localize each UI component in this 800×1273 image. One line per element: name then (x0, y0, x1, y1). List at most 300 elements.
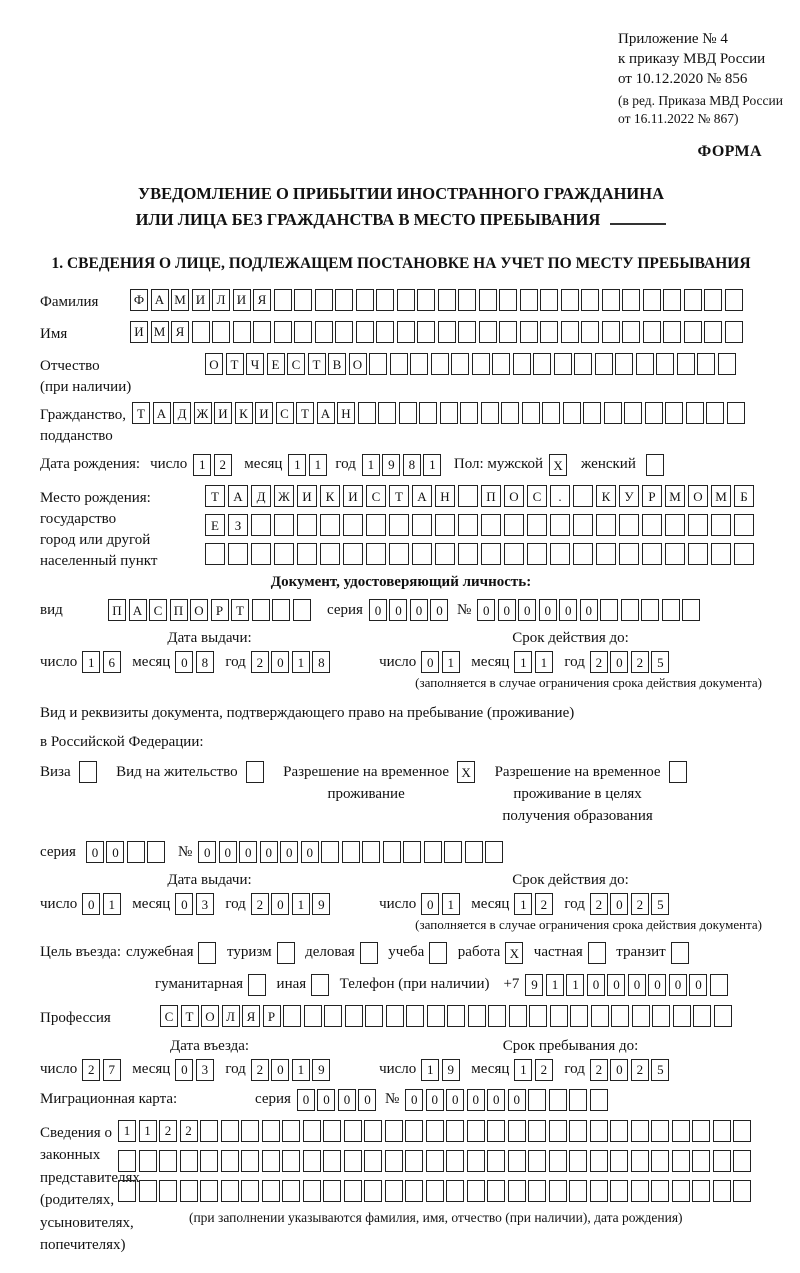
education-checkbox[interactable] (669, 761, 687, 783)
form-cell[interactable] (581, 321, 599, 343)
form-cell[interactable] (733, 1120, 751, 1142)
purpose-study-checkbox[interactable] (429, 942, 447, 964)
form-cell[interactable]: 0 (559, 599, 577, 621)
form-cell[interactable] (590, 1120, 608, 1142)
form-cell[interactable] (253, 321, 271, 343)
migration-number-cells[interactable] (405, 1089, 610, 1111)
form-cell[interactable] (549, 1180, 567, 1202)
iddoc-kind-cells[interactable] (108, 599, 313, 621)
form-cell[interactable] (472, 353, 490, 375)
form-cell[interactable] (713, 1120, 731, 1142)
form-cell[interactable]: 5 (651, 651, 669, 673)
purpose-transit-checkbox[interactable] (671, 942, 689, 964)
form-cell[interactable] (283, 1005, 301, 1027)
form-cell[interactable]: 0 (430, 599, 448, 621)
form-cell[interactable]: Ж (194, 402, 212, 424)
form-cell[interactable]: 2 (535, 893, 553, 915)
form-cell[interactable] (343, 543, 363, 565)
form-cell[interactable] (487, 1120, 505, 1142)
form-cell[interactable] (358, 402, 376, 424)
form-cell[interactable]: 0 (628, 974, 646, 996)
form-cell[interactable] (139, 1150, 157, 1172)
form-cell[interactable] (385, 1120, 403, 1142)
permit-expiry-month[interactable] (514, 893, 555, 915)
form-cell[interactable] (399, 402, 417, 424)
birthplace-cells-row2[interactable] (205, 514, 757, 536)
form-cell[interactable] (444, 841, 462, 863)
form-cell[interactable]: 2 (631, 1059, 649, 1081)
form-cell[interactable] (513, 353, 531, 375)
form-cell[interactable]: 2 (159, 1120, 177, 1142)
form-cell[interactable] (508, 1150, 526, 1172)
form-cell[interactable] (451, 353, 469, 375)
iddoc-expiry-day[interactable] (421, 651, 462, 673)
form-cell[interactable] (733, 1150, 751, 1172)
form-cell[interactable] (487, 1150, 505, 1172)
form-cell[interactable] (446, 1180, 464, 1202)
form-cell[interactable] (642, 514, 662, 536)
form-cell[interactable] (335, 321, 353, 343)
form-cell[interactable]: 0 (219, 841, 237, 863)
form-cell[interactable] (405, 1180, 423, 1202)
form-cell[interactable]: Д (173, 402, 191, 424)
form-cell[interactable] (710, 974, 728, 996)
form-cell[interactable] (677, 353, 695, 375)
form-cell[interactable]: 3 (196, 1059, 214, 1081)
temporary-checkbox[interactable]: X (457, 761, 475, 783)
form-cell[interactable] (233, 321, 251, 343)
form-cell[interactable] (499, 321, 517, 343)
form-cell[interactable] (645, 402, 663, 424)
form-cell[interactable]: 2 (590, 651, 608, 673)
form-cell[interactable] (426, 1120, 444, 1142)
form-cell[interactable] (682, 599, 700, 621)
form-cell[interactable] (467, 1180, 485, 1202)
form-cell[interactable]: Е (205, 514, 225, 536)
sex-female-checkbox[interactable] (646, 454, 664, 476)
form-cell[interactable] (315, 289, 333, 311)
form-cell[interactable]: 0 (405, 1089, 423, 1111)
form-cell[interactable]: 0 (280, 841, 298, 863)
form-cell[interactable] (221, 1120, 239, 1142)
form-cell[interactable] (435, 543, 455, 565)
form-cell[interactable] (492, 353, 510, 375)
form-cell[interactable]: 0 (198, 841, 216, 863)
form-cell[interactable] (446, 1120, 464, 1142)
form-cell[interactable]: О (688, 485, 708, 507)
form-cell[interactable]: 2 (251, 651, 269, 673)
form-cell[interactable] (643, 321, 661, 343)
form-cell[interactable]: 6 (103, 651, 121, 673)
form-cell[interactable]: М (665, 485, 685, 507)
form-cell[interactable]: 1 (292, 651, 310, 673)
sex-male-checkbox[interactable]: X (549, 454, 567, 476)
form-cell[interactable] (192, 321, 210, 343)
form-cell[interactable]: 0 (610, 1059, 628, 1081)
purpose-other-checkbox[interactable] (311, 974, 329, 996)
form-cell[interactable] (508, 1180, 526, 1202)
iddoc-issue-year[interactable] (251, 651, 333, 673)
form-cell[interactable] (569, 1150, 587, 1172)
form-cell[interactable]: 1 (546, 974, 564, 996)
form-cell[interactable] (200, 1180, 218, 1202)
form-cell[interactable] (581, 289, 599, 311)
form-cell[interactable]: 0 (260, 841, 278, 863)
form-cell[interactable] (419, 402, 437, 424)
form-cell[interactable]: О (349, 353, 367, 375)
form-cell[interactable] (550, 543, 570, 565)
purpose-tourism-checkbox[interactable] (277, 942, 295, 964)
form-cell[interactable]: С (527, 485, 547, 507)
form-cell[interactable]: 8 (312, 651, 330, 673)
form-cell[interactable]: О (205, 353, 223, 375)
form-cell[interactable] (643, 289, 661, 311)
form-cell[interactable]: У (619, 485, 639, 507)
form-cell[interactable] (610, 1180, 628, 1202)
form-cell[interactable] (479, 321, 497, 343)
form-cell[interactable] (704, 321, 722, 343)
form-cell[interactable]: К (235, 402, 253, 424)
form-cell[interactable] (636, 353, 654, 375)
surname-cells[interactable] (130, 289, 745, 311)
permit-expiry-day[interactable] (421, 893, 462, 915)
form-cell[interactable] (221, 1180, 239, 1202)
form-cell[interactable] (590, 1089, 608, 1111)
form-cell[interactable] (241, 1120, 259, 1142)
form-cell[interactable]: 2 (631, 893, 649, 915)
form-cell[interactable]: 0 (648, 974, 666, 996)
form-cell[interactable] (303, 1120, 321, 1142)
form-cell[interactable]: 1 (139, 1120, 157, 1142)
migration-series-cells[interactable] (297, 1089, 379, 1111)
form-cell[interactable]: П (170, 599, 188, 621)
form-cell[interactable] (262, 1180, 280, 1202)
form-cell[interactable]: А (317, 402, 335, 424)
form-cell[interactable] (431, 353, 449, 375)
permit-issue-day[interactable] (82, 893, 123, 915)
form-cell[interactable] (272, 599, 290, 621)
form-cell[interactable] (665, 543, 685, 565)
form-cell[interactable] (118, 1150, 136, 1172)
form-cell[interactable] (303, 1150, 321, 1172)
form-cell[interactable] (365, 1005, 383, 1027)
form-cell[interactable]: К (596, 485, 616, 507)
form-cell[interactable]: 0 (410, 599, 428, 621)
form-cell[interactable] (573, 543, 593, 565)
form-cell[interactable] (251, 514, 271, 536)
form-cell[interactable]: П (481, 485, 501, 507)
form-cell[interactable]: 2 (251, 1059, 269, 1081)
form-cell[interactable] (293, 599, 311, 621)
form-cell[interactable]: Л (222, 1005, 240, 1027)
form-cell[interactable] (458, 543, 478, 565)
form-cell[interactable]: Н (337, 402, 355, 424)
form-cell[interactable]: 1 (423, 454, 441, 476)
form-cell[interactable]: 0 (317, 1089, 335, 1111)
form-cell[interactable] (504, 543, 524, 565)
form-cell[interactable] (611, 1005, 629, 1027)
form-cell[interactable]: 0 (82, 893, 100, 915)
form-cell[interactable] (615, 353, 633, 375)
form-cell[interactable] (704, 289, 722, 311)
form-cell[interactable] (610, 1120, 628, 1142)
purpose-private-checkbox[interactable] (588, 942, 606, 964)
birth-month-cells[interactable] (288, 454, 329, 476)
form-cell[interactable]: 9 (442, 1059, 460, 1081)
form-cell[interactable] (542, 402, 560, 424)
form-cell[interactable] (487, 1180, 505, 1202)
form-cell[interactable] (583, 402, 601, 424)
form-cell[interactable]: 0 (389, 599, 407, 621)
form-cell[interactable] (733, 1180, 751, 1202)
form-cell[interactable] (458, 485, 478, 507)
form-cell[interactable] (405, 1120, 423, 1142)
form-cell[interactable]: 0 (477, 599, 495, 621)
form-cell[interactable] (663, 321, 681, 343)
form-cell[interactable] (529, 1005, 547, 1027)
form-cell[interactable] (706, 402, 724, 424)
form-cell[interactable] (713, 1150, 731, 1172)
form-cell[interactable]: 0 (610, 893, 628, 915)
form-cell[interactable]: И (214, 402, 232, 424)
form-cell[interactable]: 0 (508, 1089, 526, 1111)
form-cell[interactable]: 0 (421, 893, 439, 915)
form-cell[interactable] (403, 841, 421, 863)
form-cell[interactable]: 1 (514, 1059, 532, 1081)
form-cell[interactable] (362, 841, 380, 863)
form-cell[interactable] (241, 1150, 259, 1172)
form-cell[interactable]: И (130, 321, 148, 343)
form-cell[interactable] (385, 1180, 403, 1202)
form-cell[interactable] (734, 514, 754, 536)
form-cell[interactable] (563, 402, 581, 424)
form-cell[interactable]: 9 (312, 893, 330, 915)
form-cell[interactable] (262, 1150, 280, 1172)
permit-series-cells[interactable] (86, 841, 168, 863)
form-cell[interactable] (335, 289, 353, 311)
form-cell[interactable] (426, 1150, 444, 1172)
form-cell[interactable] (344, 1120, 362, 1142)
phone-cells[interactable] (525, 974, 730, 996)
form-cell[interactable]: 1 (288, 454, 306, 476)
form-cell[interactable] (573, 485, 593, 507)
form-cell[interactable]: И (343, 485, 363, 507)
form-cell[interactable]: 2 (590, 1059, 608, 1081)
form-cell[interactable]: Т (205, 485, 225, 507)
form-cell[interactable] (622, 289, 640, 311)
birthplace-cells-row3[interactable] (205, 543, 757, 565)
form-cell[interactable]: 0 (358, 1089, 376, 1111)
birthplace-cells-row1[interactable] (205, 485, 757, 507)
form-cell[interactable]: Н (435, 485, 455, 507)
form-cell[interactable] (251, 543, 271, 565)
form-cell[interactable] (520, 321, 538, 343)
stay-day[interactable] (421, 1059, 462, 1081)
form-cell[interactable]: 0 (175, 651, 193, 673)
form-cell[interactable] (460, 402, 478, 424)
form-cell[interactable] (262, 1120, 280, 1142)
form-cell[interactable] (467, 1120, 485, 1142)
form-cell[interactable]: 8 (403, 454, 421, 476)
form-cell[interactable] (619, 543, 639, 565)
form-cell[interactable] (711, 543, 731, 565)
form-cell[interactable]: Т (231, 599, 249, 621)
form-cell[interactable] (713, 1180, 731, 1202)
form-cell[interactable] (241, 1180, 259, 1202)
form-cell[interactable]: 0 (271, 1059, 289, 1081)
form-cell[interactable] (554, 353, 572, 375)
form-cell[interactable]: 1 (514, 893, 532, 915)
citizenship-cells[interactable] (132, 402, 747, 424)
patronymic-cells[interactable] (205, 353, 738, 375)
form-cell[interactable]: 5 (651, 893, 669, 915)
form-cell[interactable] (569, 1180, 587, 1202)
form-cell[interactable] (458, 514, 478, 536)
permit-issue-year[interactable] (251, 893, 333, 915)
form-cell[interactable]: Т (296, 402, 314, 424)
form-cell[interactable] (139, 1180, 157, 1202)
form-cell[interactable] (692, 1180, 710, 1202)
form-cell[interactable] (651, 1120, 669, 1142)
form-cell[interactable]: 9 (525, 974, 543, 996)
form-cell[interactable] (574, 353, 592, 375)
form-cell[interactable]: 1 (535, 651, 553, 673)
form-cell[interactable] (570, 1005, 588, 1027)
form-cell[interactable] (438, 289, 456, 311)
form-cell[interactable] (528, 1120, 546, 1142)
form-cell[interactable] (481, 543, 501, 565)
form-cell[interactable] (550, 1005, 568, 1027)
form-cell[interactable]: И (297, 485, 317, 507)
form-cell[interactable] (624, 402, 642, 424)
form-cell[interactable]: 0 (580, 599, 598, 621)
form-cell[interactable] (344, 1150, 362, 1172)
form-cell[interactable]: Д (251, 485, 271, 507)
form-cell[interactable] (383, 841, 401, 863)
form-cell[interactable] (390, 353, 408, 375)
form-cell[interactable] (573, 514, 593, 536)
form-cell[interactable]: А (129, 599, 147, 621)
form-cell[interactable] (533, 353, 551, 375)
form-cell[interactable] (159, 1180, 177, 1202)
form-cell[interactable] (467, 1150, 485, 1172)
form-cell[interactable] (297, 543, 317, 565)
form-cell[interactable]: 1 (292, 893, 310, 915)
form-cell[interactable] (228, 543, 248, 565)
form-cell[interactable]: С (366, 485, 386, 507)
form-cell[interactable]: 1 (442, 893, 460, 915)
form-cell[interactable] (528, 1180, 546, 1202)
form-cell[interactable]: О (190, 599, 208, 621)
form-cell[interactable] (540, 289, 558, 311)
permit-expiry-year[interactable] (590, 893, 672, 915)
form-cell[interactable]: 7 (103, 1059, 121, 1081)
form-cell[interactable] (412, 543, 432, 565)
form-cell[interactable] (631, 1120, 649, 1142)
form-cell[interactable] (561, 289, 579, 311)
guardians-cells-row2[interactable] (118, 1150, 754, 1172)
iddoc-number-cells[interactable] (477, 599, 703, 621)
form-cell[interactable] (481, 514, 501, 536)
form-cell[interactable]: И (192, 289, 210, 311)
form-cell[interactable] (528, 1150, 546, 1172)
form-cell[interactable]: Я (171, 321, 189, 343)
form-cell[interactable] (397, 321, 415, 343)
form-cell[interactable] (520, 289, 538, 311)
form-cell[interactable]: Я (253, 289, 271, 311)
iddoc-expiry-year[interactable] (590, 651, 672, 673)
form-cell[interactable]: 0 (106, 841, 124, 863)
entry-month[interactable] (175, 1059, 216, 1081)
form-cell[interactable] (320, 543, 340, 565)
form-cell[interactable]: 9 (382, 454, 400, 476)
form-cell[interactable]: 1 (292, 1059, 310, 1081)
purpose-work-checkbox[interactable]: X (505, 942, 523, 964)
form-cell[interactable] (481, 402, 499, 424)
form-cell[interactable] (458, 289, 476, 311)
form-cell[interactable]: 0 (487, 1089, 505, 1111)
form-cell[interactable] (417, 321, 435, 343)
form-cell[interactable] (304, 1005, 322, 1027)
stay-year[interactable] (590, 1059, 672, 1081)
form-cell[interactable]: 1 (442, 651, 460, 673)
form-cell[interactable]: 3 (196, 893, 214, 915)
form-cell[interactable] (406, 1005, 424, 1027)
form-cell[interactable] (693, 1005, 711, 1027)
form-cell[interactable]: М (151, 321, 169, 343)
form-cell[interactable] (378, 402, 396, 424)
form-cell[interactable] (315, 321, 333, 343)
form-cell[interactable] (727, 402, 745, 424)
form-cell[interactable]: 2 (214, 454, 232, 476)
form-cell[interactable] (591, 1005, 609, 1027)
purpose-business-checkbox[interactable] (360, 942, 378, 964)
form-cell[interactable] (631, 1150, 649, 1172)
form-cell[interactable]: С (287, 353, 305, 375)
form-cell[interactable] (665, 514, 685, 536)
stay-month[interactable] (514, 1059, 555, 1081)
form-cell[interactable] (356, 289, 374, 311)
form-cell[interactable] (323, 1150, 341, 1172)
form-cell[interactable]: О (201, 1005, 219, 1027)
form-cell[interactable]: Т (226, 353, 244, 375)
form-cell[interactable] (725, 321, 743, 343)
form-cell[interactable] (412, 514, 432, 536)
form-cell[interactable]: 1 (193, 454, 211, 476)
form-cell[interactable]: 1 (421, 1059, 439, 1081)
form-cell[interactable] (180, 1180, 198, 1202)
form-cell[interactable] (366, 543, 386, 565)
form-cell[interactable] (364, 1180, 382, 1202)
form-cell[interactable] (501, 402, 519, 424)
form-cell[interactable]: 0 (518, 599, 536, 621)
form-cell[interactable] (595, 353, 613, 375)
form-cell[interactable]: 0 (239, 841, 257, 863)
permit-issue-month[interactable] (175, 893, 216, 915)
form-cell[interactable]: 0 (175, 1059, 193, 1081)
form-cell[interactable] (673, 1005, 691, 1027)
birth-day-cells[interactable] (193, 454, 234, 476)
form-cell[interactable]: С (149, 599, 167, 621)
form-cell[interactable] (323, 1120, 341, 1142)
form-cell[interactable]: 0 (689, 974, 707, 996)
form-cell[interactable] (632, 1005, 650, 1027)
form-cell[interactable] (527, 514, 547, 536)
form-cell[interactable] (321, 841, 339, 863)
form-cell[interactable] (440, 402, 458, 424)
form-cell[interactable] (485, 841, 503, 863)
form-cell[interactable]: Ф (130, 289, 148, 311)
